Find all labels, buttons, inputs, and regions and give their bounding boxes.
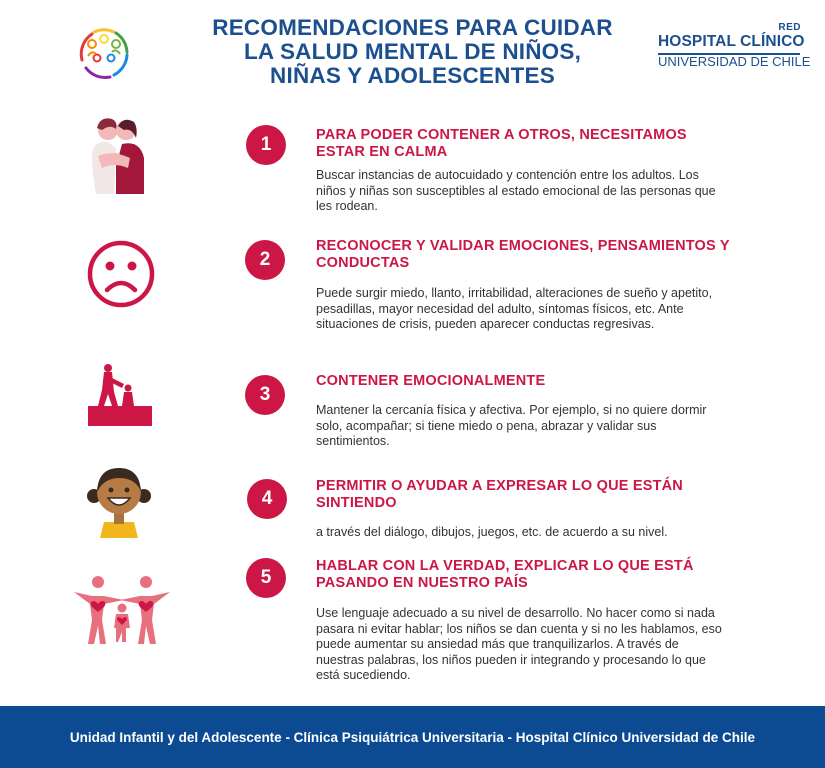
step-number-5: 5 bbox=[246, 558, 286, 598]
hugging-people-icon bbox=[88, 114, 150, 196]
title-line-2: LA SALUD MENTAL DE NIÑOS, bbox=[243, 39, 582, 64]
smiling-girl-icon bbox=[86, 462, 152, 538]
adult-child-icon bbox=[88, 362, 154, 428]
logo-hospital-label: HOSPITAL CLÍNICO bbox=[658, 33, 805, 50]
footer-text: Unidad Infantil y del Adolescente - Clínica Psiquiátrica Universitaria - Hospital Clínico Universidad de Chile bbox=[69, 729, 756, 745]
logo-red-label: RED bbox=[778, 22, 801, 33]
step-2-text: Puede surgir miedo, llanto, irritabilidad, alteraciones de sueño y apetito, pesadillas, mayor necesidad del adulto, síntomas físicos, etc. Ante situaciones de crisis, pueden aparecer conductas regresivas. bbox=[316, 286, 713, 331]
page-title bbox=[200, 16, 625, 88]
step-3-title: CONTENER EMOCIONALMENTE bbox=[316, 373, 546, 389]
step-number-2: 2 bbox=[245, 240, 285, 280]
step-number-1: 1 bbox=[246, 125, 286, 165]
community-logo-icon bbox=[72, 22, 136, 82]
step-1-text: Buscar instancias de autocuidado y contención entre los adultos. Los niños y niñas son susceptibles al estado emocional de las personas que les rodean. bbox=[316, 168, 716, 213]
step-3-text: Mantener la cercanía física y afectiva. Por ejemplo, si no quiere dormir solo, acompañar; si tiene miedo o pena, abrazar y validar sus sentimientos. bbox=[316, 403, 707, 448]
logo-university-label: UNIVERSIDAD DE CHILE bbox=[658, 54, 811, 69]
sad-face-icon bbox=[85, 238, 157, 310]
step-1-title: PARA PODER CONTENER A OTROS, NECESITAMOS ESTAR EN CALMA bbox=[316, 127, 687, 160]
step-4-title: PERMITIR O AYUDAR A EXPRESAR LO QUE ESTÁN SINTIENDO bbox=[316, 478, 683, 511]
footer-bar bbox=[0, 706, 825, 768]
step-number-3: 3 bbox=[245, 375, 285, 415]
title-line-3: NIÑAS Y ADOLESCENTES bbox=[270, 63, 555, 88]
step-4-text: a través del diálogo, dibujos, juegos, etc. de acuerdo a su nivel. bbox=[316, 525, 668, 539]
title-line-1: RECOMENDACIONES PARA CUIDAR bbox=[212, 15, 613, 40]
hospital-logo bbox=[655, 22, 811, 69]
step-number-4: 4 bbox=[247, 479, 287, 519]
family-hearts-icon bbox=[72, 574, 172, 646]
step-2-title: RECONOCER Y VALIDAR EMOCIONES, PENSAMIENTOS Y CONDUCTAS bbox=[316, 238, 730, 271]
step-5-text: Use lenguaje adecuado a su nivel de desarrollo. No hacer como si nada pasara ni evitar hablar; los niños se dan cuenta y si no les hablamos, eso puede aumentar su ansiedad más que tranquilizarlos. A través de nuestras palabras, los niños pueden ir integrando y procesando lo que está sucediendo. bbox=[316, 606, 722, 682]
step-5-title: HABLAR CON LA VERDAD, EXPLICAR LO QUE ESTÁ PASANDO EN NUESTRO PAÍS bbox=[316, 558, 694, 591]
